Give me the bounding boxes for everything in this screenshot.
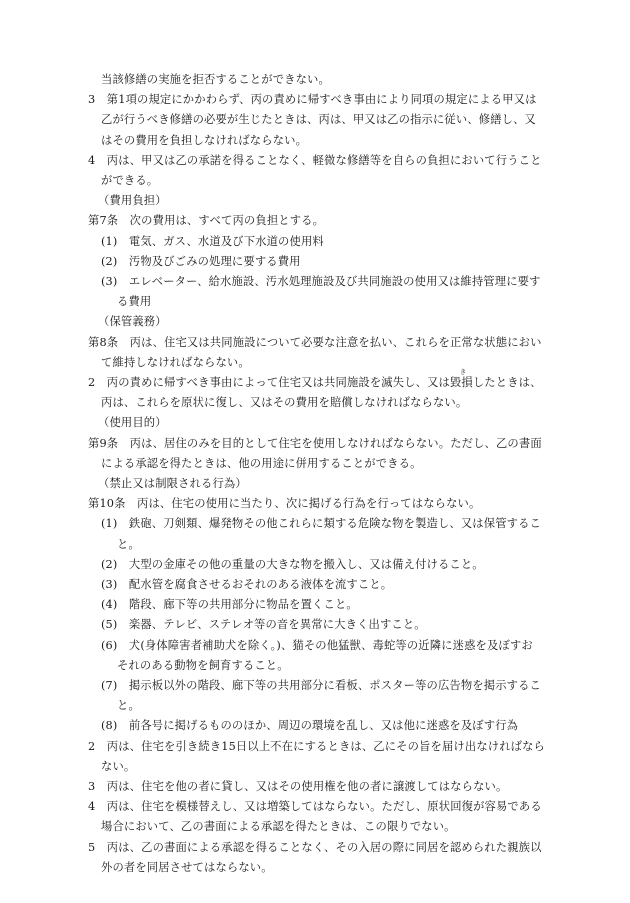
list-item: (6) 犬(身体障害者補助犬を除く。)、猫その他猛獣、毒蛇等の近隣に迷惑を及ぼすお bbox=[101, 638, 533, 652]
list-item: (7) 掲示板以外の階段、廊下等の共用部分に看板、ポスター等の広告物を掲示するこ bbox=[101, 679, 541, 692]
text-line: はその費用を負担しなければならない。 bbox=[101, 133, 308, 147]
article-line: 4 丙は、甲又は乙の承諾を得ることなく、軽微な修繕等を自らの負担において行うこと bbox=[88, 153, 542, 167]
list-item: (5) 楽器、テレビ、ステレオ等の音を異常に大きく出すこと。 bbox=[101, 618, 426, 632]
text-line: 乙が行うべき修繕の必要が生じたときは、丙は、甲又は乙の指示に従い、修繕し、又 bbox=[101, 113, 536, 127]
text-line: て維持しなければならない。 bbox=[101, 355, 250, 369]
list-item-continuation: と。 bbox=[117, 537, 140, 551]
list-item-continuation: と。 bbox=[117, 699, 140, 713]
section-heading: （保管義務） bbox=[98, 315, 167, 329]
article-line: 第9条 丙は、居住のみを目的として住宅を使用しなければならない。ただし、乙の書面 bbox=[88, 436, 542, 450]
section-heading: （禁止又は制限される行為） bbox=[98, 477, 247, 490]
ruby-annotation: き bbox=[460, 369, 467, 376]
article-line: 2 丙は、住宅を引き続き15日以上不在にするときは、乙にその旨を届け出なければなら bbox=[88, 739, 545, 753]
section-heading: （費用負担） bbox=[98, 194, 167, 208]
text-line: による承認を得たときは、他の用途に併用することができる。 bbox=[101, 456, 422, 470]
list-item-continuation: それのある動物を飼育すること。 bbox=[117, 658, 289, 672]
list-item-continuation: る費用 bbox=[117, 295, 152, 309]
text-line: 当該修繕の実施を拒否することができない。 bbox=[101, 73, 330, 86]
section-heading: （使用目的） bbox=[98, 416, 167, 430]
text-line: 外の者を同居させてはならない。 bbox=[101, 860, 273, 874]
article-line: 3 第1項の規定にかかわらず、丙の責めに帰すべき事由により同項の規定による甲又は bbox=[88, 93, 537, 107]
list-item: (8) 前各号に掲げるもののほか、周辺の環境を乱し、又は他に迷惑を及ぼす行為 bbox=[101, 719, 519, 733]
text-line: ができる。 bbox=[101, 174, 159, 187]
article-line: 2 丙の責めに帰すべき事由によって住宅又は共同施設を滅失し、又は毀損したときは、 bbox=[88, 376, 542, 389]
text-line: 場合において、乙の書面による承認を得たときは、この限りでない。 bbox=[101, 820, 456, 834]
article-line: 第10条 丙は、住宅の使用に当たり、次に掲げる行為を行ってはならない。 bbox=[88, 497, 481, 511]
article-line: 5 丙は、乙の書面による承認を得ることなく、その入居の際に同居を認められた親族以 bbox=[88, 840, 542, 854]
article-line: 第7条 次の費用は、すべて丙の負担とする。 bbox=[88, 214, 325, 228]
article-line: 4 丙は、住宅を模様替えし、又は増築してはならない。ただし、原状回復が容易である bbox=[88, 800, 542, 814]
list-item: (3) エレベーター、給水施設、汚水処理施設及び共同施設の使用又は維持管理に要す bbox=[101, 275, 541, 288]
article-line: 第8条 丙は、住宅又は共同施設について必要な注意を払い、これらを正常な状態におい bbox=[88, 335, 542, 349]
list-item: (2) 汚物及びごみの処理に要する費用 bbox=[101, 254, 301, 268]
list-item: (1) 電気、ガス、水道及び下水道の使用料 bbox=[101, 234, 324, 248]
text-line: 丙は、これらを原状に復し、又はその費用を賠償しなければならない。 bbox=[101, 396, 468, 410]
list-item: (4) 階段、廊下等の共用部分に物品を置くこと。 bbox=[101, 598, 358, 612]
list-item: (1) 鉄砲、刀剣類、爆発物その他これらに類する危険な物を製造し、又は保管するこ bbox=[101, 517, 541, 531]
text-line: ない。 bbox=[101, 759, 136, 773]
list-item: (2) 大型の金庫その他の重量の大きな物を搬入し、又は備え付けること。 bbox=[101, 557, 484, 571]
list-item: (3) 配水管を腐食させるおそれのある液体を流すこと。 bbox=[101, 578, 393, 591]
article-line: 3 丙は、住宅を他の者に貸し、又はその使用権を他の者に譲渡してはならない。 bbox=[88, 780, 508, 793]
